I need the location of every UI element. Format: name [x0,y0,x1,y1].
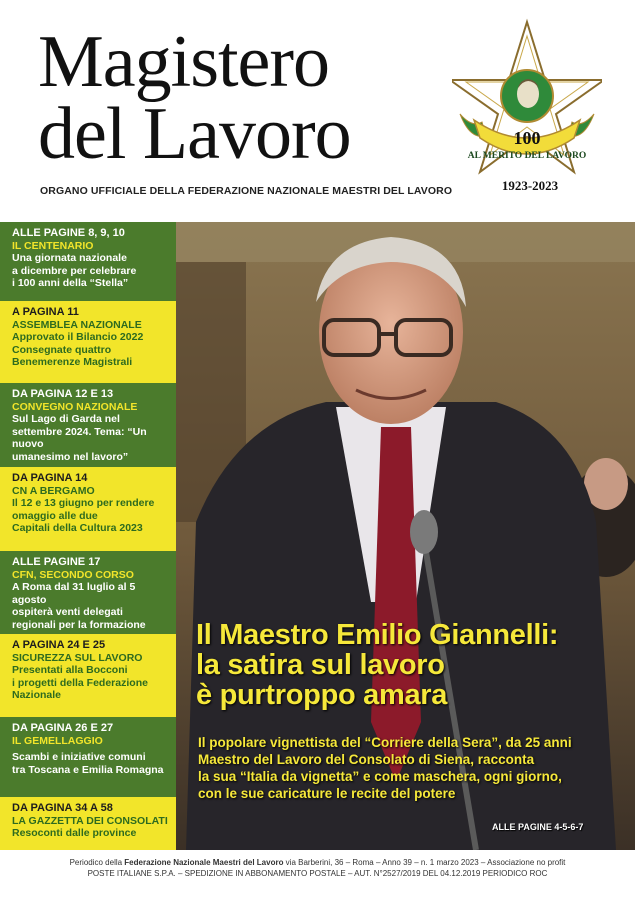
sidebar-item-text: Nazionale [12,689,62,701]
sidebar-item-pages: ALLE PAGINE 8, 9, 10 [12,227,125,239]
sidebar-item-text: regionali per la formazione [12,618,146,631]
footer-suffix: via Barberini, 36 – Roma – Anno 39 – n. 1 marzo 2023 – Associazione no profit [283,858,566,867]
sidebar-item-text: a dicembre per celebrare [12,264,137,277]
emblem-number: 100 [513,128,541,148]
sidebar-item-text: omaggio alle due [12,509,98,522]
footer-line-1 [0,858,635,867]
magazine-title [38,21,351,175]
sidebar-item-text: Consegnate quattro [12,343,112,356]
sidebar-item-pages: DA PAGINA 14 [12,472,88,484]
sidebar-item-pages: DA PAGINA 12 E 13 [12,388,114,400]
footer [0,850,635,899]
sidebar-item-bergamo[interactable] [0,467,176,551]
cover-headline [196,620,626,710]
footer-publisher: Federazione Nazionale Maestri del Lavoro [124,858,284,867]
sidebar-item-text: Resoconti dalle province [12,827,137,839]
sidebar-item-heading: CN A BERGAMO [12,484,95,497]
sidebar-item-heading: LA GAZZETTA DEI CONSOLATI [12,814,168,827]
sidebar-item-text: Sul Lago di Garda nel [12,413,120,425]
title-line-2: del Lavoro [38,93,351,175]
sidebar-item-gazzetta[interactable] [0,797,176,850]
sidebar-item-pages: DA PAGINA 34 A 58 [12,802,113,814]
sidebar-item-text: i 100 anni della “Stella” [12,277,129,289]
deck-line: con le sue caricature le recite del potere [198,786,456,801]
headline-line: è purtroppo amara [196,679,448,711]
sidebar-item-cfn[interactable] [0,551,176,634]
sidebar-item-text: A Roma dal 31 luglio al 5 agosto [12,581,136,606]
deck-line: Maestro del Lavoro del Consolato di Siena, racconta [198,752,535,767]
sidebar-item-text: ospiterà venti delegati [12,606,123,618]
footer-line-2: POSTE ITALIANE S.P.A. – SPEDIZIONE IN ABBONAMENTO POSTALE – AUT. N°2527/2019 DEL 04.12.2019 PERIODICO ROC [87,869,548,878]
sidebar-item-heading: ASSEMBLEA NAZIONALE [12,318,142,331]
title-line-1: Magistero [38,21,330,103]
sidebar-item-centenario[interactable] [0,222,176,301]
sidebar-item-convegno[interactable] [0,383,176,467]
sidebar-item-pages: DA PAGINA 26 E 27 [12,722,114,734]
sidebar-item-heading: IL GEMELLAGGIO [12,734,103,747]
sidebar-item-pages: ALLE PAGINE 17 [12,556,101,568]
sidebar-item-heading: CFN, SECONDO CORSO [12,568,134,581]
deck-line: Il popolare vignettista del “Corriere della Sera”, da 25 anni [198,735,572,750]
cover-deck [198,734,628,802]
sidebar-item-text: Benemerenze Magistrali [12,356,133,368]
deck-line: la sua “Italia da vignetta” e come maschera, ogni giorno, [198,769,562,784]
sidebar-item-text: Approvato il Bilancio 2022 [12,331,144,343]
sidebar-item-heading: CONVEGNO NAZIONALE [12,400,138,413]
sidebar-item-text: Scambi e iniziative comuni [12,751,146,763]
sidebar-item-text: tra Toscana e Emilia Romagna [12,763,164,776]
sidebar-item-assemblea[interactable] [0,301,176,383]
sidebar-item-text: umanesimo nel lavoro” [12,450,129,463]
emblem-ribbon-text: AL MERITO DEL LAVORO [467,151,587,161]
sidebar-item-text: settembre 2024. Tema: “Un nuovo [12,425,147,450]
sidebar-item-heading: SICUREZZA SUL LAVORO [12,651,143,664]
sidebar-item-gemellaggio[interactable] [0,717,176,797]
sidebar-item-text: i progetti della Federazione [12,676,148,689]
magazine-subtitle: ORGANO UFFICIALE DELLA FEDERAZIONE NAZIONALE MAESTRI DEL LAVORO [40,185,453,197]
cover-pages-ref[interactable]: ALLE PAGINE 4-5-6-7 [492,822,584,832]
sidebar-item-text: Capitali della Cultura 2023 [12,522,143,534]
sidebar-item-pages: A PAGINA 24 E 25 [12,639,106,651]
masthead [0,0,635,222]
sidebar-item-text: Presentati alla Bocconi [12,664,128,676]
headline-line: la satira sul lavoro [196,649,445,681]
emblem-years: 1923-2023 [501,178,559,193]
contents-sidebar [0,222,176,850]
sidebar-item-text: Il 12 e 13 giugno per rendere [12,497,155,509]
sidebar-item-text: Una giornata nazionale [12,252,127,264]
sidebar-item-heading: IL CENTENARIO [12,239,94,252]
sidebar-item-pages: A PAGINA 11 [12,306,79,318]
headline-line: Il Maestro Emilio Giannelli: [196,619,559,651]
star-emblem-icon [452,18,602,198]
sidebar-item-sicurezza[interactable] [0,634,176,717]
footer-prefix: Periodico della [69,858,125,867]
